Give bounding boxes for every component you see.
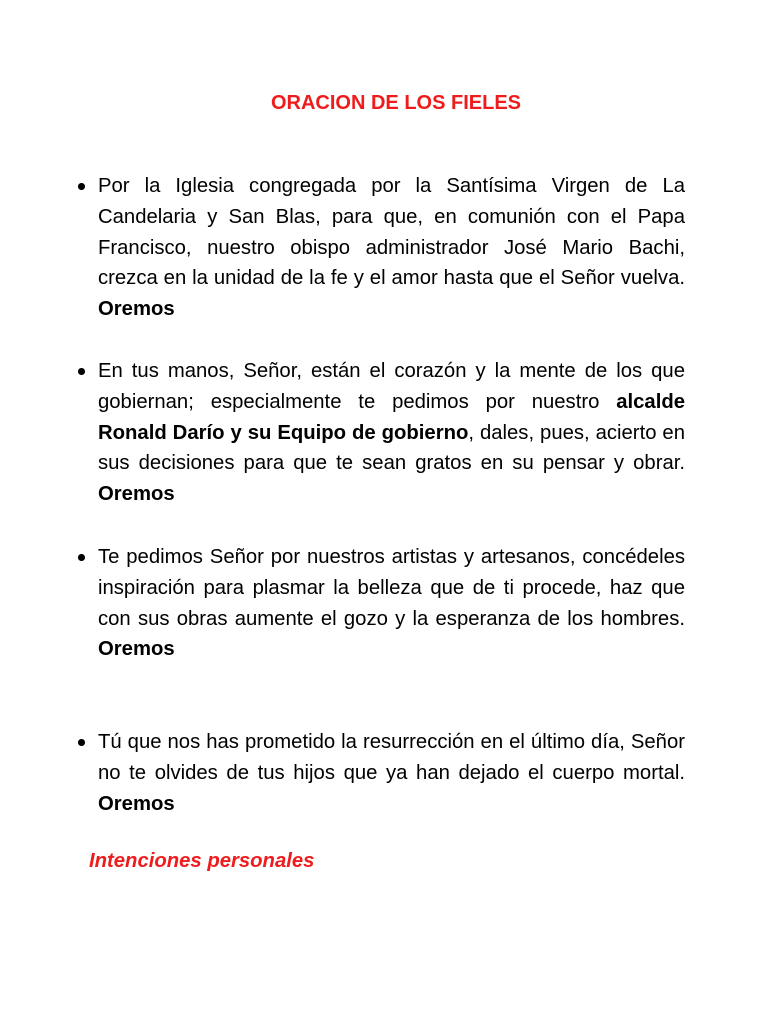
page-title: ORACION DE LOS FIELES (270, 92, 522, 114)
intention-item-2 (98, 356, 685, 510)
intention-text-continued: , dales, pues, acierto en sus decisiones para que te sean gratos en su pensar y obrar. (98, 421, 685, 475)
intention-item-3 (98, 542, 685, 665)
intention-text: Tú que nos has prometido la resurrección en el último día, Señor no te olvides de tus hijos que ya han dejado el cuerpo mortal. (98, 731, 685, 784)
bullet-icon (78, 739, 85, 746)
intention-item-1 (98, 171, 685, 325)
bullet-icon (78, 183, 85, 190)
bullet-icon (78, 554, 85, 561)
intention-bold-phrase: alcalde Ronald Darío y su Equipo de gobierno (98, 390, 685, 444)
personal-intentions-heading: Intenciones personales (89, 850, 315, 872)
intention-item-4 (98, 727, 685, 819)
intention-text: En tus manos, Señor, están el corazón y la mente de los que gobiernan; especialmente te pedimos por nuestro (98, 360, 685, 413)
response-oremos: Oremos (98, 638, 175, 661)
intention-text: Por la Iglesia congregada por la Santísima Virgen de La Candelaria y San Blas, para que, en comunión con el Papa Francisco, nuestro obispo administrador José Mario Bachi, crezca en la unidad de la fe y el amor hasta que el Señor vuelva. (98, 175, 685, 290)
response-oremos: Oremos (98, 483, 175, 506)
response-oremos: Oremos (98, 298, 175, 321)
response-oremos: Oremos (98, 792, 175, 815)
bullet-icon (78, 368, 85, 375)
intention-text: Te pedimos Señor por nuestros artistas y artesanos, concédeles inspiración para plasmar la belleza que de ti procede, haz que con sus obras aumente el gozo y la esperanza de los hombres. (98, 546, 685, 630)
